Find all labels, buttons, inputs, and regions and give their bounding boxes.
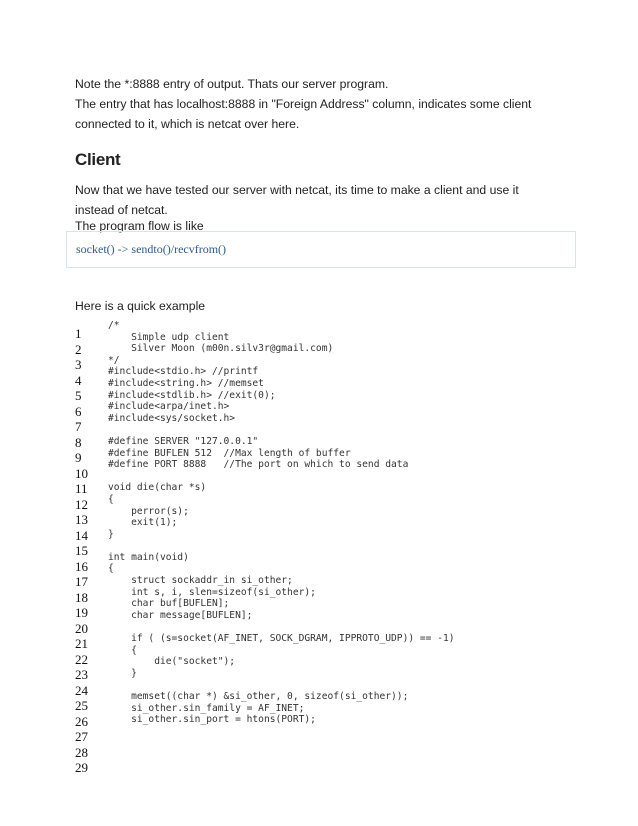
line-number: 2 (75, 341, 82, 357)
line-number: 3 (75, 357, 82, 372)
line-number: 9 (75, 450, 82, 465)
line-number: 14 (75, 527, 88, 543)
line-number: 5 (75, 388, 82, 403)
line-number: 23 (75, 667, 88, 682)
line-number: 19 (75, 605, 88, 620)
line-number: 25 (75, 698, 88, 713)
line-number: 1 (75, 326, 82, 341)
line-number: 22 (75, 651, 88, 667)
line-number: 26 (75, 713, 88, 729)
line-number: 28 (75, 744, 88, 760)
line-number: 12 (75, 496, 88, 512)
line-number: 13 (75, 512, 88, 527)
section-heading: Client (75, 150, 121, 169)
client-paragraph: Now that we have tested our server with netcat, its time to make a client and use it instead of netcat. (75, 183, 519, 217)
line-number: 17 (75, 574, 88, 589)
line-number: 27 (75, 729, 88, 744)
program-flow-box (66, 231, 576, 268)
intro-line-2: The entry that has localhost:8888 in "Foreign Address" column, indicates some client connected to it, which is netcat over here. (75, 97, 532, 131)
line-number: 24 (75, 682, 88, 698)
example-label: Here is a quick example (75, 299, 206, 313)
line-number: 10 (75, 465, 88, 481)
line-number: 15 (75, 543, 88, 558)
program-flow-label: The program flow is like (75, 219, 204, 233)
line-number: 11 (75, 481, 88, 496)
line-number: 7 (75, 419, 82, 434)
line-number: 4 (75, 372, 82, 388)
line-number: 20 (75, 620, 88, 636)
line-number: 16 (75, 558, 88, 574)
line-number: 6 (75, 403, 82, 419)
program-flow-text: socket() -> sendto()/recvfrom() (76, 242, 227, 256)
intro-line-1: Note the *:8888 entry of output. Thats our server program. (75, 77, 389, 91)
line-number: 21 (75, 636, 88, 651)
code-listing: /* Simple udp client Silver Moon (m00n.silv3r@gmail.com) */ #include<stdio.h> //printf #include<string.h> //memset #include<stdlib.h> //exit(0); #include<arpa/inet.h> #include<sys/socket.h> #define SERVER "127.0.0.1" #define BUFLEN 512 //Max length of buffer #define PORT 8888 //The port on which to send data void die(char *s) { perror(s); exit(1); } int main(void) { struct sockaddr_in si_other; int s, i, slen=sizeof(si_other); char buf[BUFLEN]; char message[BUFLEN]; if ( (s=socket(AF_INET, SOCK_DGRAM, IPPROTO_UDP)) == -1) { die("socket"); } memset((char *) &si_other, 0, sizeof(si_other)); si_other.sin_family = AF_INET; si_other.sin_port = htons(PORT); (108, 320, 455, 726)
line-number: 8 (75, 434, 82, 450)
line-number: 29 (75, 760, 88, 775)
line-number: 18 (75, 589, 88, 605)
